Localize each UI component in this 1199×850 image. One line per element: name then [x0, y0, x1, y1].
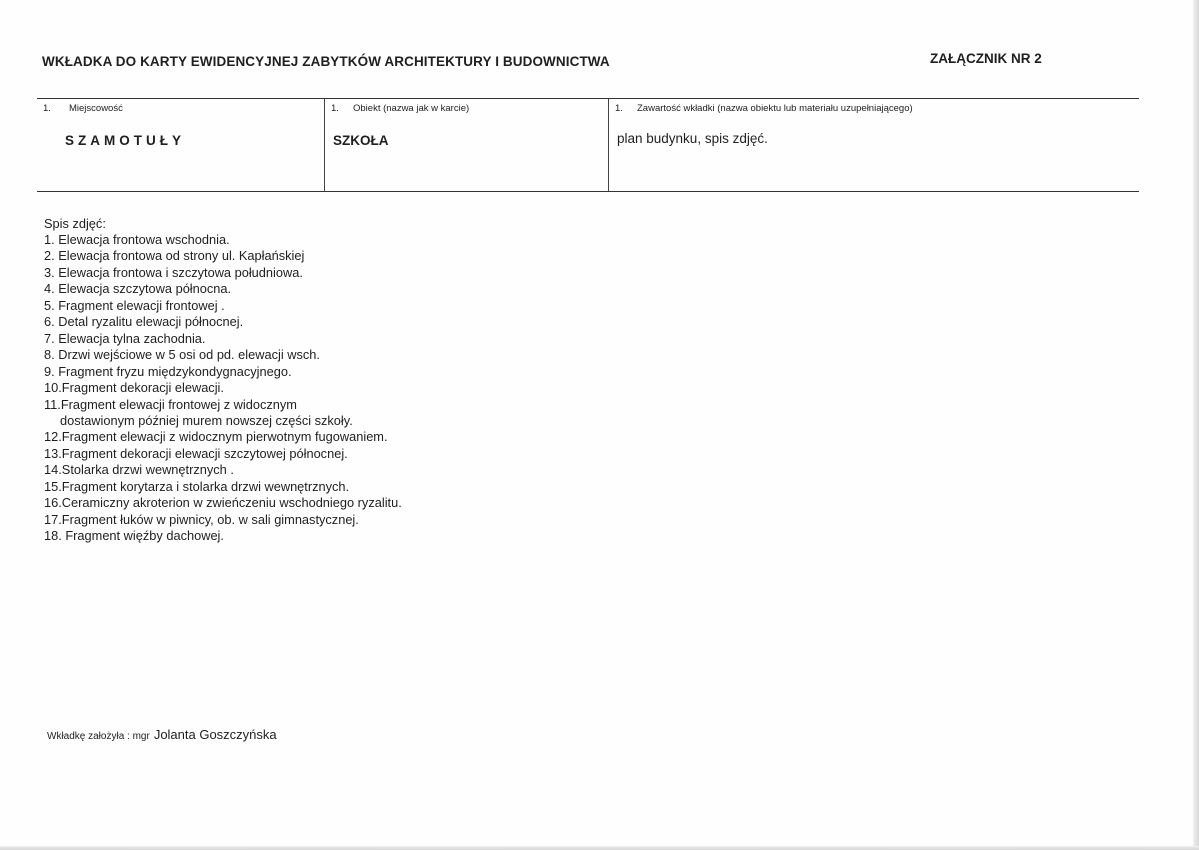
list-item-text: 13.Fragment dekoracji elewacji szczytowej północnej. — [44, 445, 348, 461]
list-item — [44, 380, 402, 396]
cell-object-number: 1. — [331, 103, 339, 114]
list-item — [44, 364, 402, 380]
cell-contents-number: 1. — [615, 103, 623, 114]
list-item — [44, 429, 402, 445]
list-item-text: 6. Detal ryzalitu elewacji północnej. — [44, 314, 244, 330]
cell-locality-number: 1. — [43, 103, 51, 114]
list-item — [44, 331, 402, 347]
cell-locality-label-text: Miejscowość — [69, 103, 123, 114]
list-item — [44, 397, 402, 430]
footer-author-line — [47, 727, 277, 742]
list-item — [44, 281, 402, 297]
list-item-text: 1. Elewacja frontowa wschodnia. — [44, 232, 230, 247]
cell-object — [324, 99, 609, 191]
list-item — [44, 347, 402, 363]
list-item-text: 16.Ceramiczny akroterion w zwieńczeniu wschodniego ryzalitu. — [44, 495, 402, 511]
photo-list — [44, 232, 402, 545]
list-item-text: 15.Fragment korytarza i stolarka drzwi wewnętrznych. — [44, 478, 350, 494]
cell-contents — [608, 99, 1140, 191]
list-item-continuation: dostawionym później murem nowszej części szkoły. — [60, 412, 353, 428]
cell-locality-label — [43, 103, 123, 114]
list-item — [44, 462, 402, 478]
list-item-text: 11.Fragment elewacji frontowej z widocznym — [44, 396, 297, 412]
list-item — [44, 298, 402, 314]
list-item-text: 4. Elewacja szczytowa północna. — [44, 281, 232, 297]
cell-contents-label-text: Zawartość wkładki (nazwa obiektu lub materiału uzupełniającego) — [637, 103, 913, 114]
list-item-text: 18. Fragment więźby dachowej. — [44, 528, 224, 544]
list-item-text: 5. Fragment elewacji frontowej . — [44, 297, 225, 313]
form-header-table — [37, 98, 1139, 192]
list-item-text: 10.Fragment dekoracji elewacji. — [44, 380, 224, 396]
scan-edge-right — [1193, 0, 1199, 850]
list-item — [44, 528, 402, 544]
cell-object-value: SZKOŁA — [333, 133, 389, 148]
list-item-text: 14.Stolarka drzwi wewnętrznych . — [44, 462, 234, 478]
list-item — [44, 446, 402, 462]
document-title: WKŁADKA DO KARTY EWIDENCYJNEJ ZABYTKÓW ARCHITEKTURY I BUDOWNICTWA — [42, 54, 610, 69]
list-item-text: 12.Fragment elewacji z widocznym pierwotnym fugowaniem. — [44, 429, 388, 445]
list-item — [44, 495, 402, 511]
list-item-text: 9. Fragment fryzu międzykondygnacyjnego. — [44, 363, 292, 379]
footer-author: Jolanta Goszczyńska — [153, 727, 277, 742]
list-item — [44, 265, 402, 281]
list-item-text: 2. Elewacja frontowa od strony ul. Kapłańskiej — [44, 248, 305, 264]
cell-locality — [37, 99, 324, 191]
cell-contents-label — [615, 103, 913, 114]
list-item — [44, 314, 402, 330]
scan-edge-bottom — [0, 846, 1199, 850]
list-item — [44, 232, 402, 248]
list-item — [44, 479, 402, 495]
list-item-text: 3. Elewacja frontowa i szczytowa południowa. — [44, 264, 303, 280]
list-item-text: 7. Elewacja tylna zachodnia. — [44, 330, 206, 346]
cell-locality-value: SZAMOTUŁY — [65, 133, 185, 148]
cell-object-label — [331, 103, 469, 114]
cell-object-label-text: Obiekt (nazwa jak w karcie) — [353, 103, 470, 114]
list-item-text: 8. Drzwi wejściowe w 5 osi od pd. elewacji wsch. — [44, 347, 320, 363]
footer-label: Wkładkę założyła : mgr — [47, 731, 150, 742]
list-item-text: 17.Fragment łuków w piwnicy, ob. w sali gimnastycznej. — [44, 511, 359, 527]
list-item — [44, 512, 402, 528]
list-item — [44, 248, 402, 264]
cell-contents-value: plan budynku, spis zdjęć. — [617, 131, 768, 146]
photo-list-heading: Spis zdjęć: — [44, 216, 106, 231]
annex-label: ZAŁĄCZNIK NR 2 — [930, 51, 1042, 66]
